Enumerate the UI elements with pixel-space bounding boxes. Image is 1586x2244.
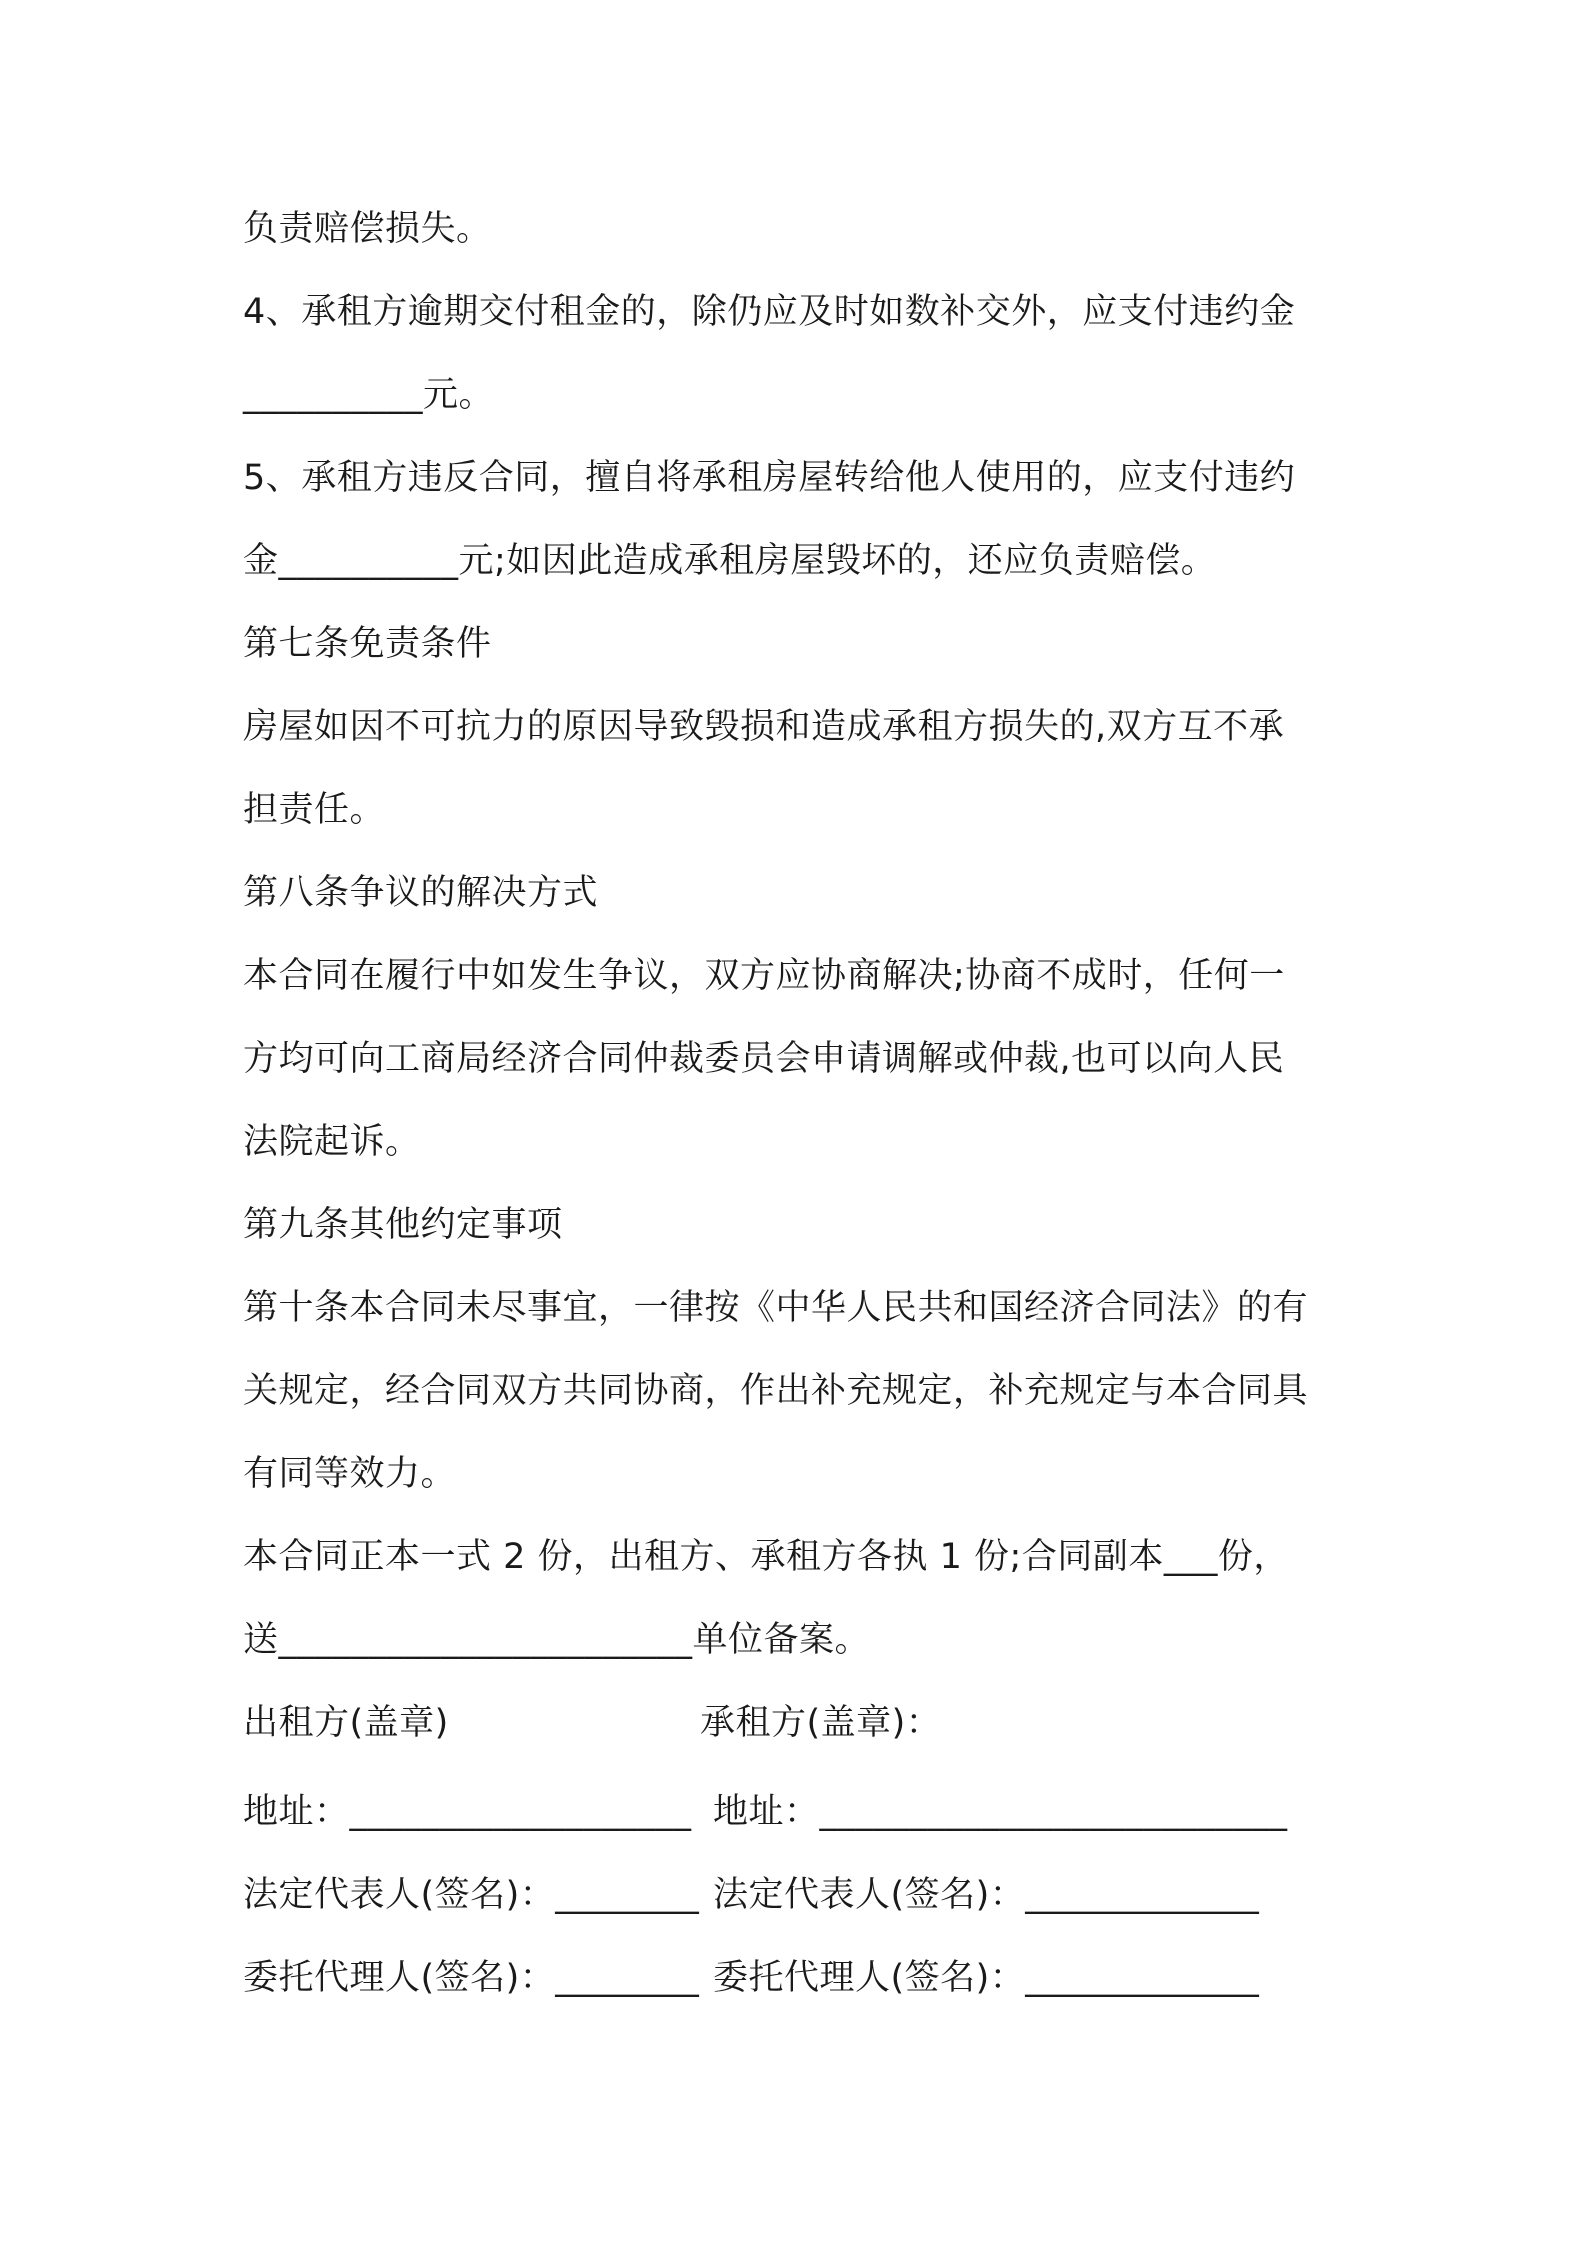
section-heading: 第九条其他约定事项	[243, 1205, 563, 1245]
text-line: 有同等效力。	[243, 1454, 457, 1494]
lessor-seal-label: 出租方(盖章)	[243, 1703, 449, 1743]
text-line: 4、承租方逾期交付租金的，除仍应及时如数补交外，应支付违约金	[243, 292, 1296, 332]
text-line: 本合同在履行中如发生争议，双方应协商解决;协商不成时，任何一	[243, 956, 1285, 996]
lessee-seal-label: 承租方(盖章)：	[700, 1703, 942, 1743]
text-line: 法院起诉。	[243, 1122, 421, 1162]
lessee-agent: 委托代理人(签名)：_____________	[713, 1958, 1260, 1998]
text-line: 关规定，经合同双方共同协商，作出补充规定，补充规定与本合同具	[243, 1371, 1309, 1411]
lessee-address: 地址：__________________________	[713, 1792, 1288, 1832]
text-line: 方均可向工商局经济合同仲裁委员会申请调解或仲裁,也可以向人民	[243, 1039, 1285, 1079]
lessee-legal-rep: 法定代表人(签名)：_____________	[713, 1875, 1260, 1915]
text-line: 负责赔偿损失。	[243, 209, 492, 249]
text-line: 房屋如因不可抗力的原因导致毁损和造成承租方损失的,双方互不承	[243, 707, 1285, 747]
lessor-address: 地址：___________________	[243, 1792, 692, 1832]
text-line: __________元。	[243, 375, 495, 415]
section-heading: 第八条争议的解决方式	[243, 873, 599, 913]
section-heading: 第七条免责条件	[243, 624, 492, 664]
text-line: 第十条本合同未尽事宜，一律按《中华人民共和国经济合同法》的有	[243, 1288, 1309, 1328]
text-line: 金__________元;如因此造成承租房屋毁坏的，还应负责赔偿。	[243, 541, 1217, 581]
text-line: 本合同正本一式 2 份，出租方、承租方各执 1 份;合同副本___份，	[243, 1537, 1289, 1577]
lessor-legal-rep: 法定代表人(签名)：________	[243, 1875, 700, 1915]
text-line: 送_______________________单位备案。	[243, 1620, 871, 1660]
text-line: 担责任。	[243, 790, 386, 830]
text-line: 5、承租方违反合同，擅自将承租房屋转给他人使用的，应支付违约	[243, 458, 1296, 498]
lessor-agent: 委托代理人(签名)：________	[243, 1958, 700, 1998]
